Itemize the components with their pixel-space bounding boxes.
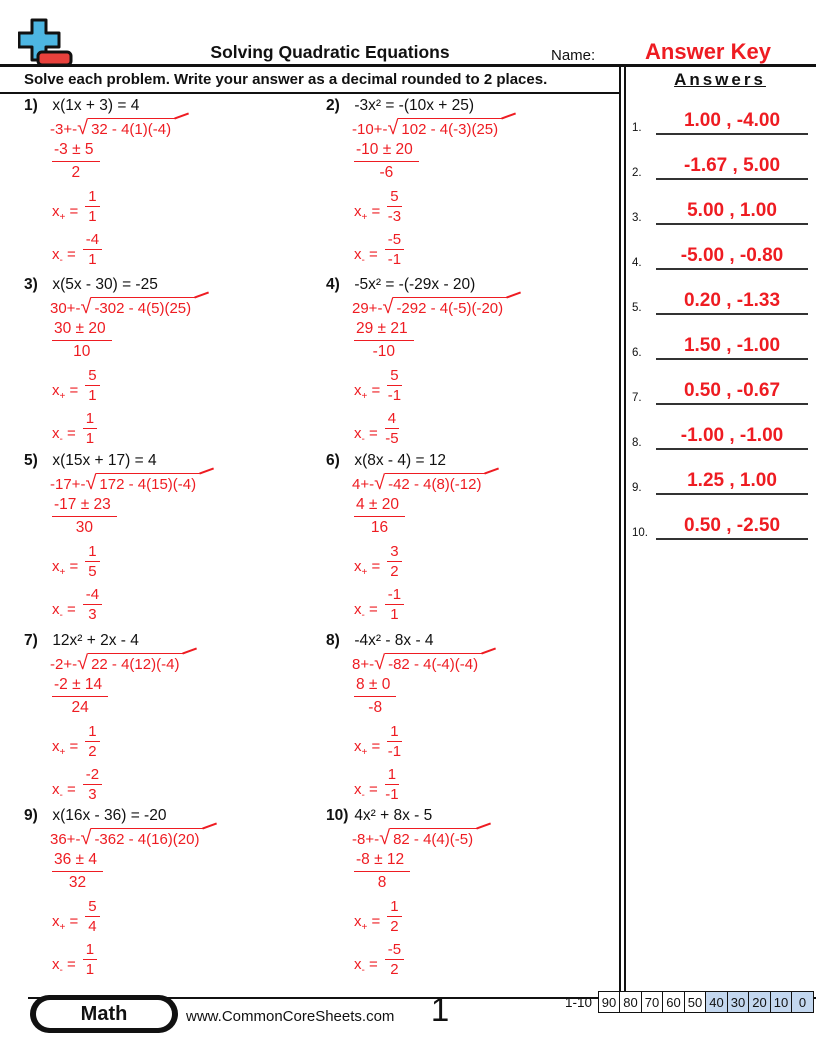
- numerator: 5: [85, 367, 99, 386]
- x-minus-label: $x_-$ =: [354, 425, 378, 445]
- answer-row: [628, 405, 812, 450]
- x-plus-fraction: [85, 898, 99, 935]
- x-minus-fraction: [83, 410, 97, 447]
- math-badge-label: Math: [36, 1000, 172, 1028]
- simplified-fraction: [354, 851, 410, 892]
- radical-prefix: -8+-: [352, 831, 380, 848]
- x-plus-label: $x_+$ =: [52, 738, 79, 758]
- quadratic-formula-line: [50, 117, 326, 139]
- sqrt-icon: √: [80, 827, 92, 849]
- problems-grid: [24, 97, 622, 1002]
- problem-equation: 4x² + 8x - 5: [354, 807, 433, 824]
- answer-value: 1.25 , 1.00: [656, 470, 808, 495]
- problem-block: [24, 807, 326, 1002]
- answers-list: [628, 90, 812, 540]
- plus-minus-icon: [18, 18, 74, 68]
- fraction-numerator: 4 ± 20: [354, 496, 405, 517]
- x-minus-fraction: [83, 231, 102, 268]
- problem-block: [24, 632, 326, 807]
- x-minus-label: $x_-$ =: [52, 781, 76, 801]
- problem-statement: [326, 807, 622, 825]
- numerator: -4: [83, 231, 102, 250]
- sqrt-icon: √: [379, 827, 391, 849]
- grade-box: 50: [684, 991, 707, 1013]
- problem-statement: [326, 632, 622, 650]
- sqrt-icon: √: [77, 117, 89, 139]
- denominator: -5: [385, 430, 399, 447]
- problem-number: 2): [326, 97, 340, 114]
- quadratic-formula-line: [50, 652, 326, 674]
- problem-number: 1): [24, 97, 38, 114]
- radical-prefix: 4+-: [352, 476, 375, 493]
- problem-block: [326, 632, 622, 807]
- problem-number: 4): [326, 276, 340, 293]
- problem-block: [326, 807, 622, 1002]
- fraction-numerator: -10 ± 20: [354, 141, 419, 162]
- denominator: 5: [88, 563, 97, 580]
- answers-panel: [628, 70, 812, 540]
- x-minus-solution: [52, 231, 326, 268]
- radicand: -302 - 4(5)(25): [91, 297, 196, 317]
- answer-number: 4.: [632, 257, 642, 269]
- x-plus-solution: [354, 723, 622, 760]
- x-minus-label: $x_-$ =: [52, 246, 76, 266]
- problem-work: [50, 652, 326, 803]
- numerator: 4: [385, 410, 399, 429]
- x-plus-solution: [52, 723, 326, 760]
- radical-prefix: -10+-: [352, 121, 388, 138]
- x-plus-fraction: [387, 723, 401, 760]
- problem-statement: [24, 276, 326, 294]
- radicand: 22 - 4(12)(-4): [88, 653, 184, 673]
- problem-statement: [326, 276, 622, 294]
- problem-equation: -4x² - 8x - 4: [354, 632, 434, 649]
- denominator: -1: [385, 786, 399, 803]
- grade-box: 90: [598, 991, 621, 1013]
- x-plus-label: $x_+$ =: [354, 203, 381, 223]
- denominator: -1: [387, 387, 402, 404]
- denominator: 1: [88, 387, 97, 404]
- denominator: 1: [88, 251, 97, 268]
- problem-number: 10): [326, 807, 349, 824]
- fraction-numerator: -3 ± 5: [52, 141, 100, 162]
- problem-work: [50, 117, 326, 268]
- grade-box: 60: [662, 991, 685, 1013]
- x-minus-solution: [52, 766, 326, 803]
- answer-number: 1.: [632, 122, 642, 134]
- x-plus-solution: [354, 188, 622, 225]
- x-plus-solution: [52, 188, 326, 225]
- problem-number: 5): [24, 452, 38, 469]
- x-minus-fraction: [83, 586, 102, 623]
- problem-work: [50, 827, 326, 978]
- denominator: 2: [390, 918, 399, 935]
- name-label: Name:: [551, 47, 596, 64]
- radical-prefix: -17+-: [50, 476, 86, 493]
- grade-box: 30: [727, 991, 750, 1013]
- problem-number: 6): [326, 452, 340, 469]
- problem-equation: 12x² + 2x - 4: [52, 632, 139, 649]
- x-minus-fraction: [385, 410, 399, 447]
- problem-work: [352, 117, 622, 268]
- problem-block: [326, 276, 622, 452]
- problem-equation: x(5x - 30) = -25: [52, 276, 158, 293]
- x-minus-fraction: [83, 766, 102, 803]
- x-minus-fraction: [385, 766, 399, 803]
- x-plus-fraction: [85, 367, 99, 404]
- problem-number: 9): [24, 807, 38, 824]
- radicand: 82 - 4(4)(-5): [390, 828, 478, 848]
- problem-equation: x(16x - 36) = -20: [52, 807, 167, 824]
- problem-work: [50, 296, 326, 447]
- fraction-denominator: 30: [75, 519, 93, 536]
- problem-statement: [326, 452, 622, 470]
- x-plus-label: $x_+$ =: [52, 558, 79, 578]
- x-plus-solution: [354, 543, 622, 580]
- quadratic-formula-line: [50, 827, 326, 849]
- x-minus-label: $x_-$ =: [52, 956, 76, 976]
- grading-scale: [565, 991, 814, 1013]
- denominator: 1: [390, 606, 399, 623]
- numerator: 1: [385, 766, 399, 785]
- radical-prefix: -2+-: [50, 656, 78, 673]
- x-plus-fraction: [387, 898, 401, 935]
- denominator: 1: [85, 430, 95, 447]
- x-minus-solution: [354, 586, 622, 623]
- instruction-text: Solve each problem. Write your answer as a decimal rounded to 2 places.: [24, 71, 548, 88]
- answer-value: 1.50 , -1.00: [656, 335, 808, 360]
- x-minus-solution: [52, 410, 326, 447]
- numerator: 1: [85, 188, 99, 207]
- x-minus-solution: [354, 410, 622, 447]
- radicand: -292 - 4(-5)(-20): [393, 297, 508, 317]
- quadratic-formula-line: [352, 652, 622, 674]
- radicand: 172 - 4(15)(-4): [96, 473, 201, 493]
- answer-number: 8.: [632, 437, 642, 449]
- x-minus-label: $x_-$ =: [354, 601, 378, 621]
- problem-number: 8): [326, 632, 340, 649]
- x-plus-label: $x_+$ =: [52, 913, 79, 933]
- x-plus-label: $x_+$ =: [354, 913, 381, 933]
- denominator: 1: [88, 208, 97, 225]
- answer-row: [628, 225, 812, 270]
- problem-work: [352, 472, 622, 623]
- answer-row: [628, 315, 812, 360]
- fraction-denominator: 8: [377, 874, 387, 891]
- plus-minus-logo: [18, 18, 74, 68]
- sqrt-icon: √: [374, 652, 386, 674]
- problem-equation: x(8x - 4) = 12: [354, 452, 447, 469]
- problem-block: [24, 276, 326, 452]
- radicand: 102 - 4(-3)(25): [398, 118, 503, 138]
- problem-work: [352, 827, 622, 978]
- numerator: 5: [387, 188, 401, 207]
- answer-row: [628, 495, 812, 540]
- fraction-denominator: -10: [372, 343, 395, 360]
- radicand: 32 - 4(1)(-4): [88, 118, 176, 138]
- sqrt-icon: √: [85, 472, 97, 494]
- problem-block: [24, 452, 326, 632]
- x-plus-fraction: [387, 367, 401, 404]
- numerator: -2: [83, 766, 102, 785]
- numerator: -5: [385, 941, 404, 960]
- answer-number: 2.: [632, 167, 642, 179]
- grade-box: 10: [770, 991, 793, 1013]
- problem-equation: x(1x + 3) = 4: [52, 97, 140, 114]
- quadratic-formula-line: [352, 472, 622, 494]
- x-plus-fraction: [387, 543, 401, 580]
- radicand: -42 - 4(8)(-12): [385, 473, 486, 493]
- grade-box: 20: [748, 991, 771, 1013]
- x-minus-solution: [354, 941, 622, 978]
- fraction-numerator: 8 ± 0: [354, 676, 396, 697]
- radicand: -362 - 4(16)(20): [91, 828, 204, 848]
- problem-number: 3): [24, 276, 38, 293]
- answer-number: 3.: [632, 212, 642, 224]
- x-plus-solution: [52, 898, 326, 935]
- answer-row: [628, 90, 812, 135]
- x-minus-fraction: [83, 941, 97, 978]
- answers-title: Answers: [674, 70, 766, 89]
- simplified-fraction: [354, 496, 405, 537]
- radical-prefix: 36+-: [50, 831, 81, 848]
- fraction-numerator: 29 ± 21: [354, 320, 414, 341]
- page-number: 1: [430, 991, 450, 1028]
- radical-prefix: 29+-: [352, 300, 383, 317]
- problem-block: [326, 97, 622, 276]
- problem-number: 7): [24, 632, 38, 649]
- fraction-denominator: -6: [379, 164, 394, 181]
- numerator: 3: [387, 543, 401, 562]
- problem-equation: -5x² = -(-29x - 20): [354, 276, 476, 293]
- x-plus-label: $x_+$ =: [354, 382, 381, 402]
- x-minus-label: $x_-$ =: [354, 781, 378, 801]
- x-minus-label: $x_-$ =: [52, 601, 76, 621]
- answer-value: -5.00 , -0.80: [656, 245, 808, 270]
- radical-prefix: 30+-: [50, 300, 81, 317]
- problem-equation: -3x² = -(10x + 25): [354, 97, 475, 114]
- answer-row: [628, 135, 812, 180]
- numerator: 5: [387, 367, 401, 386]
- denominator: 3: [88, 786, 97, 803]
- problem-work: [352, 296, 622, 447]
- fraction-denominator: 16: [370, 519, 389, 536]
- problem-work: [352, 652, 622, 803]
- x-minus-solution: [52, 586, 326, 623]
- fraction-numerator: 30 ± 20: [52, 320, 112, 341]
- simplified-fraction: [52, 851, 103, 892]
- simplified-fraction: [354, 320, 414, 361]
- problem-statement: [24, 452, 326, 470]
- problem-block: [24, 97, 326, 276]
- fraction-denominator: 32: [68, 874, 87, 891]
- instruction-rule: [0, 92, 620, 94]
- answer-row: [628, 270, 812, 315]
- numerator: 1: [387, 723, 401, 742]
- simplified-fraction: [52, 141, 100, 182]
- problem-statement: [24, 807, 326, 825]
- denominator: 4: [88, 918, 97, 935]
- numerator: 1: [85, 543, 99, 562]
- fraction-numerator: 36 ± 4: [52, 851, 103, 872]
- answer-key-label: Answer Key: [645, 39, 771, 64]
- x-minus-fraction: [385, 941, 404, 978]
- simplified-fraction: [52, 496, 117, 537]
- fraction-numerator: -2 ± 14: [52, 676, 108, 697]
- numerator: 1: [83, 941, 97, 960]
- x-minus-solution: [52, 941, 326, 978]
- page-title: Solving Quadratic Equations: [210, 42, 450, 62]
- x-minus-solution: [354, 231, 622, 268]
- answer-value: -1.67 , 5.00: [656, 155, 808, 180]
- answer-number: 6.: [632, 347, 642, 359]
- denominator: 3: [88, 606, 97, 623]
- answer-number: 9.: [632, 482, 642, 494]
- sqrt-icon: √: [77, 652, 89, 674]
- fraction-numerator: -17 ± 23: [52, 496, 117, 517]
- quadratic-formula-line: [352, 117, 622, 139]
- quadratic-formula-line: [352, 827, 622, 849]
- x-minus-fraction: [385, 586, 404, 623]
- radical-prefix: 8+-: [352, 656, 375, 673]
- quadratic-formula-line: [50, 296, 326, 318]
- simplified-fraction: [354, 141, 419, 182]
- answer-row: [628, 360, 812, 405]
- problem-work: [50, 472, 326, 623]
- quadratic-formula-line: [50, 472, 326, 494]
- simplified-fraction: [52, 320, 112, 361]
- x-plus-solution: [354, 367, 622, 404]
- sqrt-icon: √: [382, 296, 394, 318]
- x-plus-solution: [52, 543, 326, 580]
- radical-prefix: -3+-: [50, 121, 78, 138]
- answer-value: 0.50 , -2.50: [656, 515, 808, 540]
- answer-row: [628, 180, 812, 225]
- answer-value: 0.20 , -1.33: [656, 290, 808, 315]
- x-minus-solution: [354, 766, 622, 803]
- x-plus-label: $x_+$ =: [52, 203, 79, 223]
- x-plus-label: $x_+$ =: [52, 382, 79, 402]
- x-plus-fraction: [387, 188, 401, 225]
- x-plus-solution: [52, 367, 326, 404]
- answer-value: 0.50 , -0.67: [656, 380, 808, 405]
- header-rule: [0, 64, 816, 67]
- denominator: -1: [387, 251, 402, 268]
- answer-number: 5.: [632, 302, 642, 314]
- simplified-fraction: [354, 676, 396, 717]
- grades-shaded: [707, 991, 815, 1013]
- fraction-denominator: 24: [71, 699, 89, 716]
- problem-statement: [24, 632, 326, 650]
- x-plus-fraction: [85, 723, 99, 760]
- x-minus-label: $x_-$ =: [354, 246, 378, 266]
- answer-value: 5.00 , 1.00: [656, 200, 808, 225]
- math-badge: [30, 995, 178, 1033]
- quadratic-formula-line: [352, 296, 622, 318]
- denominator: 2: [390, 563, 399, 580]
- sqrt-icon: √: [387, 117, 399, 139]
- numerator: 1: [387, 898, 401, 917]
- grade-box: 40: [705, 991, 728, 1013]
- sqrt-icon: √: [374, 472, 386, 494]
- x-plus-solution: [354, 898, 622, 935]
- answer-number: 7.: [632, 392, 642, 404]
- numerator: 1: [85, 723, 99, 742]
- grades-plain: [599, 991, 707, 1013]
- radicand: -82 - 4(-4)(-4): [385, 653, 483, 673]
- numerator: -4: [83, 586, 102, 605]
- problem-equation: x(15x + 17) = 4: [52, 452, 157, 469]
- x-plus-fraction: [85, 543, 99, 580]
- denominator: 1: [85, 961, 95, 978]
- x-plus-label: $x_+$ =: [354, 738, 381, 758]
- x-minus-label: $x_-$ =: [52, 425, 76, 445]
- x-plus-fraction: [85, 188, 99, 225]
- grade-box: 70: [641, 991, 664, 1013]
- denominator: 2: [88, 743, 97, 760]
- simplified-fraction: [52, 676, 108, 717]
- denominator: -3: [387, 208, 402, 225]
- x-minus-fraction: [385, 231, 404, 268]
- answer-value: -1.00 , -1.00: [656, 425, 808, 450]
- numerator: -1: [385, 586, 404, 605]
- fraction-denominator: 10: [73, 343, 91, 360]
- grade-box: 80: [619, 991, 642, 1013]
- numerator: 1: [83, 410, 97, 429]
- site-url: www.CommonCoreSheets.com: [186, 1008, 395, 1025]
- denominator: -1: [387, 743, 402, 760]
- x-plus-label: $x_+$ =: [354, 558, 381, 578]
- fraction-numerator: -8 ± 12: [354, 851, 410, 872]
- fraction-denominator: -8: [368, 699, 383, 716]
- sqrt-icon: √: [80, 296, 92, 318]
- grading-range-label: 1-10: [564, 994, 592, 1010]
- problem-statement: [24, 97, 326, 115]
- problem-statement: [326, 97, 622, 115]
- fraction-denominator: 2: [71, 164, 81, 181]
- answer-row: [628, 450, 812, 495]
- problem-block: [326, 452, 622, 632]
- grade-box: 0: [791, 991, 814, 1013]
- answer-value: 1.00 , -4.00: [656, 110, 808, 135]
- answer-number: 10.: [632, 527, 648, 539]
- denominator: 2: [390, 961, 399, 978]
- numerator: -5: [385, 231, 404, 250]
- x-minus-label: $x_-$ =: [354, 956, 378, 976]
- numerator: 5: [85, 898, 99, 917]
